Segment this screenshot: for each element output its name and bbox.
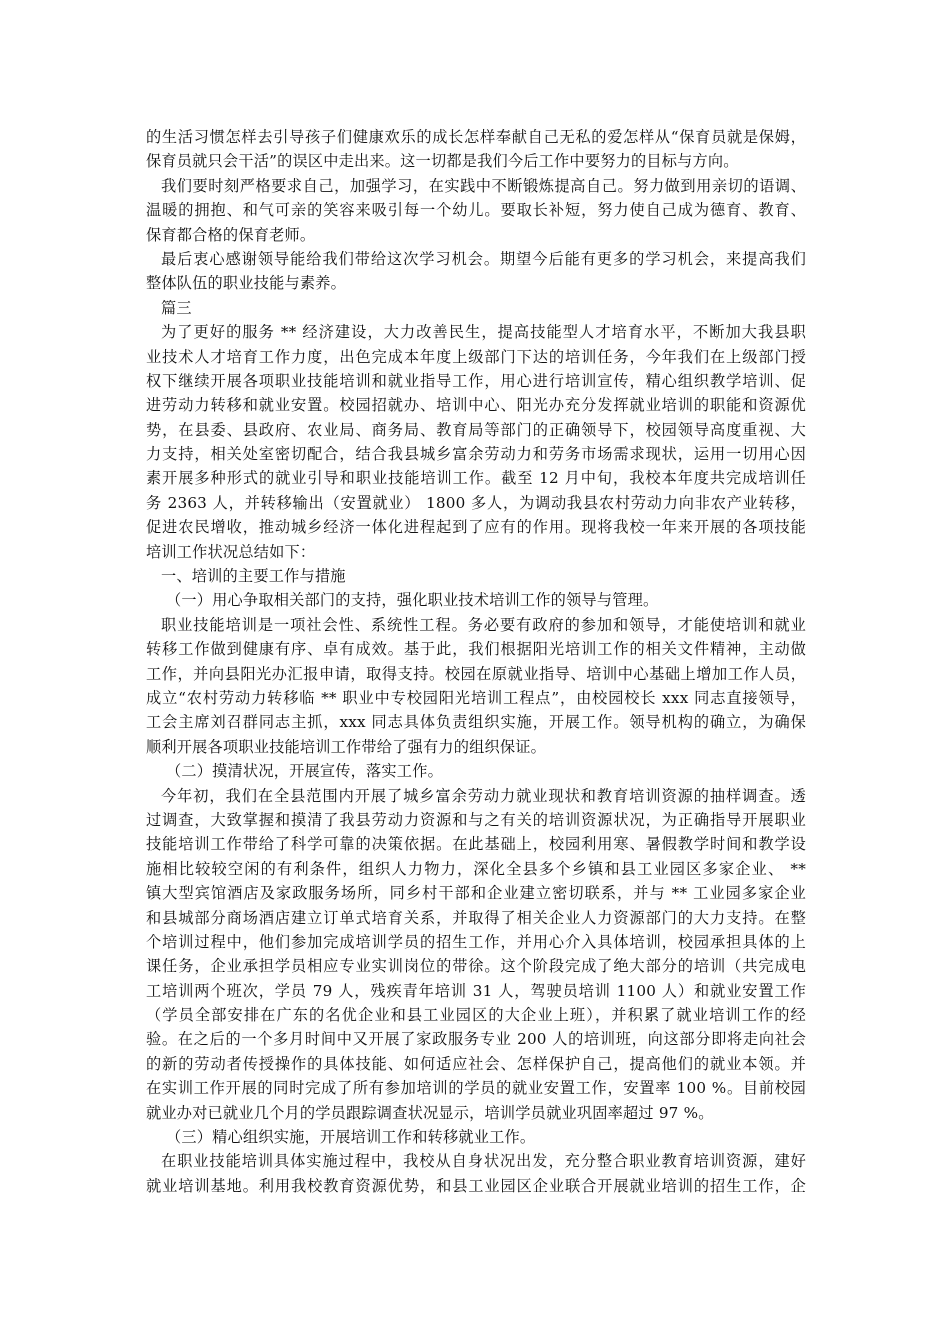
text-line: 整体队伍的职业技能与素养。	[146, 274, 347, 293]
text-line: 业技术人才培育工作力度，出色完成本年度上级部门下达的培训任务，今年我们在上级部门授	[146, 347, 806, 366]
text-line: 力支持，相关处室密切配合，结合我县城乡富余劳动力和劳务市场需求现状，运用一切用心因	[146, 445, 806, 464]
text-line: 为了更好的服务 ** 经济建设，大力改善民生，提高技能型人才培育水平，不断加大我县职	[161, 323, 806, 342]
text-line: 今年初，我们在全县范围内开展了城乡富余劳动力就业现状和教育培训资源的抽样调查。透	[161, 786, 806, 805]
text-line: 过调查，大致掌握和摸清了我县劳动力资源和与之有关的培训资源状况，为正确指导开展职业	[146, 810, 806, 829]
text-line: 就业办对已就业几个月的学员跟踪调查状况显示，培训学员就业巩固率超过 97 %。	[146, 1103, 714, 1122]
text-line: 我们要时刻严格要求自己，加强学习，在实践中不断锻炼提高自己。努力做到用亲切的语调、	[161, 176, 806, 195]
text-line: 保育员就只会干活”的误区中走出来。这一切都是我们今后工作中要努力的目标与方向。	[146, 152, 739, 171]
text-line: 顺利开展各项职业技能培训工作带给了强有力的组织保证。	[146, 737, 547, 756]
text-line: 一、培训的主要工作与措施	[161, 567, 346, 586]
text-line: 课任务，企业承担学员相应专业实训岗位的带徐。这个阶段完成了绝大部分的培训（共完成电	[146, 957, 806, 976]
text-line: 个培训过程中，他们参加完成培训学员的招生工作，并用心介入具体培训，校园承担具体的上	[146, 932, 806, 951]
text-line: 转移工作做到健康有序、卓有成效。基于此，我们根据阳光培训工作的相关文件精神，主动做	[146, 640, 806, 659]
text-line: （一）用心争取相关部门的支持，强化职业技术培训工作的领导与管理。	[166, 591, 659, 610]
text-line: 篇三	[161, 298, 192, 317]
text-line: 培训工作状况总结如下：	[146, 542, 316, 561]
text-line: （三）精心组织实施，开展培训工作和转移就业工作。	[166, 1128, 536, 1147]
text-line: 进劳动力转移和就业安置。校园招就办、培训中心、阳光办充分发挥就业培训的职能和资源优	[146, 396, 806, 415]
text-line: 的生活习惯怎样去引导孩子们健康欢乐的成长怎样奉献自己无私的爱怎样从“保育员就是保姆，	[146, 128, 806, 146]
document-page	[146, 125, 806, 1198]
text-line: 势，在县委、县政府、农业局、商务局、教育局等部门的正确领导下，校园领导高度重视、大	[146, 420, 806, 439]
text-line: 就业培训基地。利用我校教育资源优势，和县工业园区企业联合开展就业培训的招生工作，企	[146, 1176, 806, 1195]
text-line: 温暖的拥抱、和气可亲的笑容来吸引每一个幼儿。要取长补短，努力使自己成为德育、教育、	[146, 201, 806, 220]
text-line: 施相比较较空闲的有利条件，组织人力物力，深化全县多个乡镇和县工业园区多家企业、 **	[146, 859, 806, 878]
text-line: 的新的劳动者传授操作的具体技能、如何适应社会、怎样保护自己，提高他们的就业本领。并	[146, 1054, 806, 1073]
text-line: 验。在之后的一个多月时间中又开展了家政服务专业 200 人的培训班，向这部分即将走向社会	[146, 1030, 806, 1049]
text-line: 权下继续开展各项职业技能培训和就业指导工作，用心进行培训宣传，精心组织教学培训、促	[146, 371, 806, 390]
text-line: （二）摸清状况，开展宣传，落实工作。	[166, 762, 443, 781]
text-line: 保育都合格的保育老师。	[146, 225, 316, 244]
text-line: （学员全部安排在广东的名优企业和县工业园区的大企业上班），并积累了就业培训工作的经	[146, 1006, 806, 1025]
text-line: 镇大型宾馆酒店及家政服务场所，同乡村干部和企业建立密切联系，并与 ** 工业园多家企业	[146, 884, 806, 903]
text-line: 技能培训工作带给了科学可靠的决策依据。在此基础上，校园利用寒、暑假教学时间和教学设	[146, 835, 806, 854]
text-line: 促进农民增收，推动城乡经济一体化进程起到了应有的作用。现将我校一年来开展的各项技能	[146, 518, 806, 537]
text-line: 职业技能培训是一项社会性、系统性工程。务必要有政府的参加和领导，才能使培训和就业	[161, 615, 806, 634]
text-line: 在实训工作开展的同时完成了所有参加培训的学员的就业安置工作，安置率 100 %。目前校园	[146, 1079, 806, 1098]
text-line: 工会主席刘召群同志主抓，xxx 同志具体负责组织实施，开展工作。领导机构的确立，为确保	[146, 713, 806, 732]
text-line: 工培训两个班次，学员 79 人，残疾青年培训 31 人，驾驶员培训 1100 人）和就业安置工作	[146, 981, 806, 1000]
text-line: 素开展多种形式的就业引导和职业技能培训工作。截至 12 月中旬，我校本年度共完成培训任	[146, 469, 806, 488]
text-line: 成立“农村劳动力转移临 ** 职业中专校园阳光培训工程点”，由校园校长 xxx 同志直接领导，	[146, 688, 806, 707]
text-line: 最后衷心感谢领导能给我们带给这次学习机会。期望今后能有更多的学习机会，来提高我们	[161, 249, 806, 268]
text-line: 务 2363 人，并转移输出（安置就业） 1800 多人，为调动我县农村劳动力向非农产业转移，	[146, 493, 806, 512]
text-line: 工作，并向县阳光办汇报申请，取得支持。校园在原就业指导、培训中心基础上增加工作人员，	[146, 664, 806, 683]
text-line: 和县城部分商场酒店建立订单式培育关系，并取得了相关企业人力资源部门的大力支持。在整	[146, 908, 806, 927]
text-line: 在职业技能培训具体实施过程中，我校从自身状况出发，充分整合职业教育培训资源，建好	[161, 1152, 806, 1171]
